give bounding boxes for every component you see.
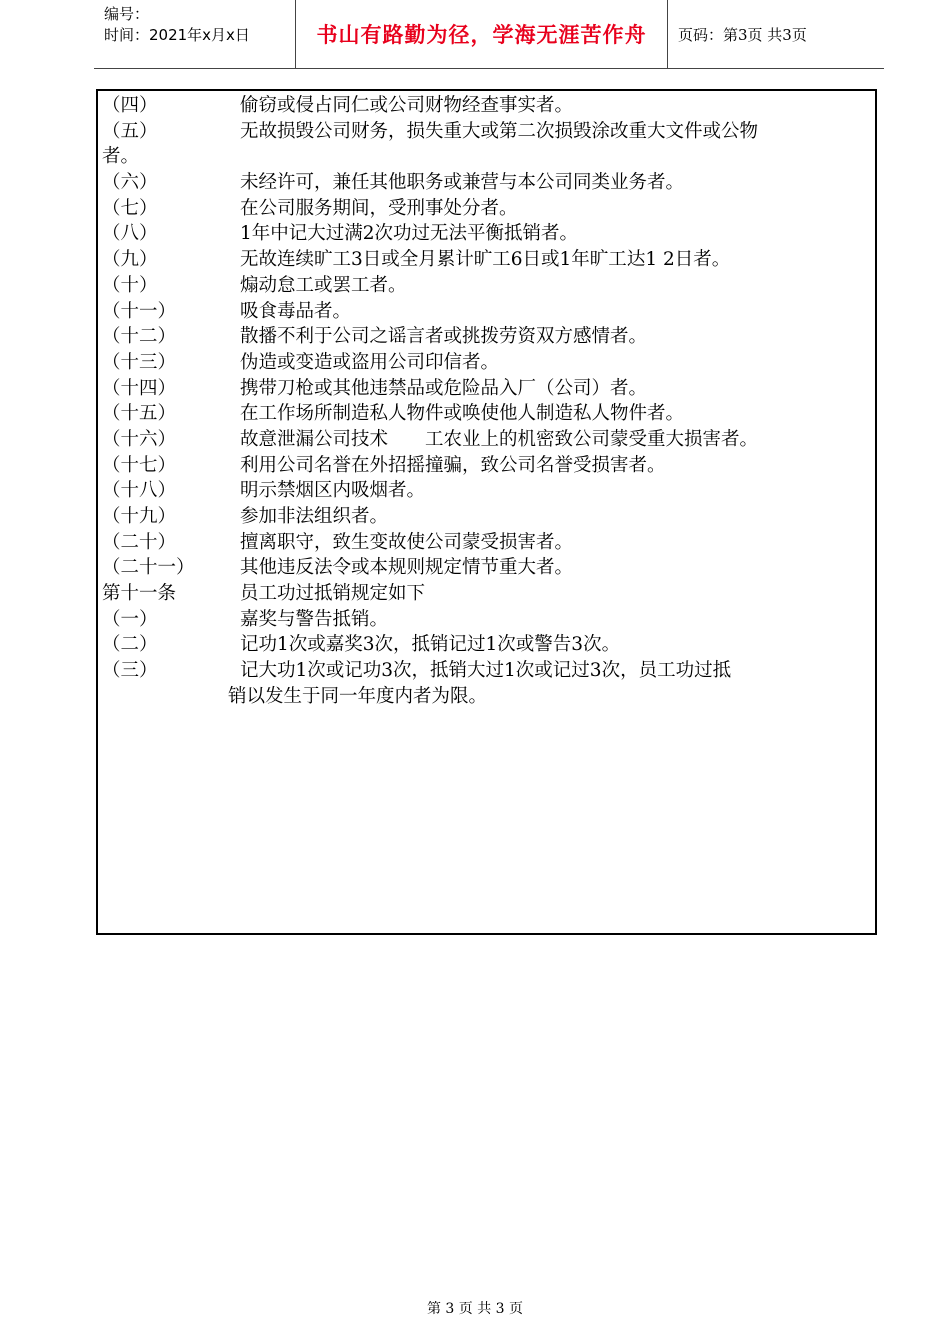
clause-text: 参加非法组织者。 bbox=[240, 506, 389, 527]
clause-number: （十五） bbox=[102, 403, 177, 425]
clause-item bbox=[102, 299, 852, 325]
clause-text: 记功1次或嘉奖3次，抵销记过1次或警告3次。 bbox=[240, 634, 621, 656]
clause-text: 1年中记大过满2次功过无法平衡抵销者。 bbox=[240, 223, 579, 245]
clause-text: 利用公司名誉在外招摇撞骗，致公司名誉受损害者。 bbox=[240, 454, 666, 476]
clause-item bbox=[102, 478, 852, 504]
clause-item bbox=[102, 427, 852, 453]
clause-text: 在工作场所制造私人物件或唤使他人制造私人物件者。 bbox=[240, 403, 685, 425]
clause-number: （十六） bbox=[102, 428, 177, 450]
clause-number: （十八） bbox=[102, 480, 177, 502]
clause-number: （十九） bbox=[102, 506, 177, 527]
clause-item bbox=[102, 453, 852, 479]
clause-item bbox=[102, 504, 852, 530]
clause-text: 故意泄漏公司技术 工农业上的机密致公司蒙受重大损害者。 bbox=[240, 428, 759, 450]
clause-number: （八） bbox=[102, 223, 158, 245]
clause-text: 吸食毒品者。 bbox=[240, 300, 352, 322]
page-footer: 第 3 页 共 3 页 bbox=[426, 1301, 524, 1317]
clause-text: 散播不利于公司之谣言者或挑拨劳资双方感情者。 bbox=[240, 326, 648, 348]
clause-list bbox=[102, 93, 852, 710]
clause-number: （五） bbox=[102, 120, 158, 142]
clause-item bbox=[102, 658, 852, 684]
clause-text: 煽动怠工或罢工者。 bbox=[240, 274, 407, 296]
clause-item bbox=[102, 119, 852, 145]
clause-number: （十） bbox=[102, 274, 158, 296]
time-label: 时间：2021年x月x日 bbox=[104, 26, 250, 44]
clause-text: 未经许可，兼任其他职务或兼营与本公司同类业务者。 bbox=[240, 172, 685, 194]
clause-item bbox=[102, 273, 852, 299]
clause-item bbox=[102, 350, 852, 376]
clause-text: 嘉奖与警告抵销。 bbox=[240, 608, 389, 630]
clause-item bbox=[102, 324, 852, 350]
page-header bbox=[94, 0, 884, 69]
clause-text: 在公司服务期间，受刑事处分者。 bbox=[240, 197, 518, 219]
clause-text: 擅离职守，致生变故使公司蒙受损害者。 bbox=[240, 531, 574, 553]
clause-text: 员工功过抵销规定如下 bbox=[240, 583, 426, 605]
clause-item bbox=[102, 401, 852, 427]
clause-text: 伪造或变造或盗用公司印信者。 bbox=[240, 351, 500, 373]
clause-text: 无故损毁公司财务，损失重大或第二次损毁涂改重大文件或公物 bbox=[240, 120, 759, 142]
clause-text: 记大功1次或记功3次，抵销大过1次或记过3次，员工功过抵 bbox=[240, 660, 732, 682]
clause-text: 偷窃或侵占同仁或公司财物经查事实者。 bbox=[240, 95, 574, 116]
clause-number: （九） bbox=[102, 249, 158, 271]
clause-number: （二十） bbox=[102, 531, 177, 553]
clause-number: （十二） bbox=[102, 326, 177, 348]
clause-number: （六） bbox=[102, 172, 158, 194]
clause-item bbox=[102, 555, 852, 581]
clause-item bbox=[102, 607, 852, 633]
clause-number: （四） bbox=[102, 95, 158, 116]
clause-item bbox=[102, 170, 852, 196]
clause-text-continuation: 者。 bbox=[102, 146, 140, 168]
clause-number: 第十一条 bbox=[102, 583, 177, 605]
code-label: 编号： bbox=[104, 5, 150, 23]
clause-number: （二） bbox=[102, 634, 158, 656]
clause-number: （十三） bbox=[102, 351, 177, 373]
clause-number: （七） bbox=[102, 197, 158, 219]
clause-item bbox=[102, 632, 852, 658]
clause-item bbox=[102, 247, 852, 273]
clause-number: （三） bbox=[102, 660, 158, 682]
clause-text: 其他违反法令或本规则规定情节重大者。 bbox=[240, 557, 574, 579]
clause-number: （二十一） bbox=[102, 557, 195, 579]
clause-number: （一） bbox=[102, 608, 158, 630]
clause-item bbox=[102, 376, 852, 402]
clause-text: 携带刀枪或其他违禁品或危险品入厂（公司）者。 bbox=[240, 377, 648, 399]
header-info-cell bbox=[94, 0, 296, 68]
clause-number: （十四） bbox=[102, 377, 177, 399]
clause-number: （十七） bbox=[102, 454, 177, 476]
clause-item bbox=[102, 196, 852, 222]
clause-text: 无故连续旷工3日或全月累计旷工6日或1年旷工达1 2日者。 bbox=[240, 249, 731, 271]
clause-number: （十一） bbox=[102, 300, 177, 322]
content-box bbox=[96, 89, 877, 935]
clause-item bbox=[102, 530, 852, 556]
clause-text-continuation: 销以发生于同一年度内者为限。 bbox=[228, 685, 488, 707]
header-page-label: 页码：第3页 共3页 bbox=[678, 25, 807, 44]
clause-item bbox=[102, 581, 852, 607]
header-slogan: 书山有路勤为径，学海无涯苦作舟 bbox=[296, 0, 668, 68]
clause-item bbox=[102, 221, 852, 247]
clause-item bbox=[102, 93, 852, 119]
clause-text: 明示禁烟区内吸烟者。 bbox=[240, 480, 426, 502]
